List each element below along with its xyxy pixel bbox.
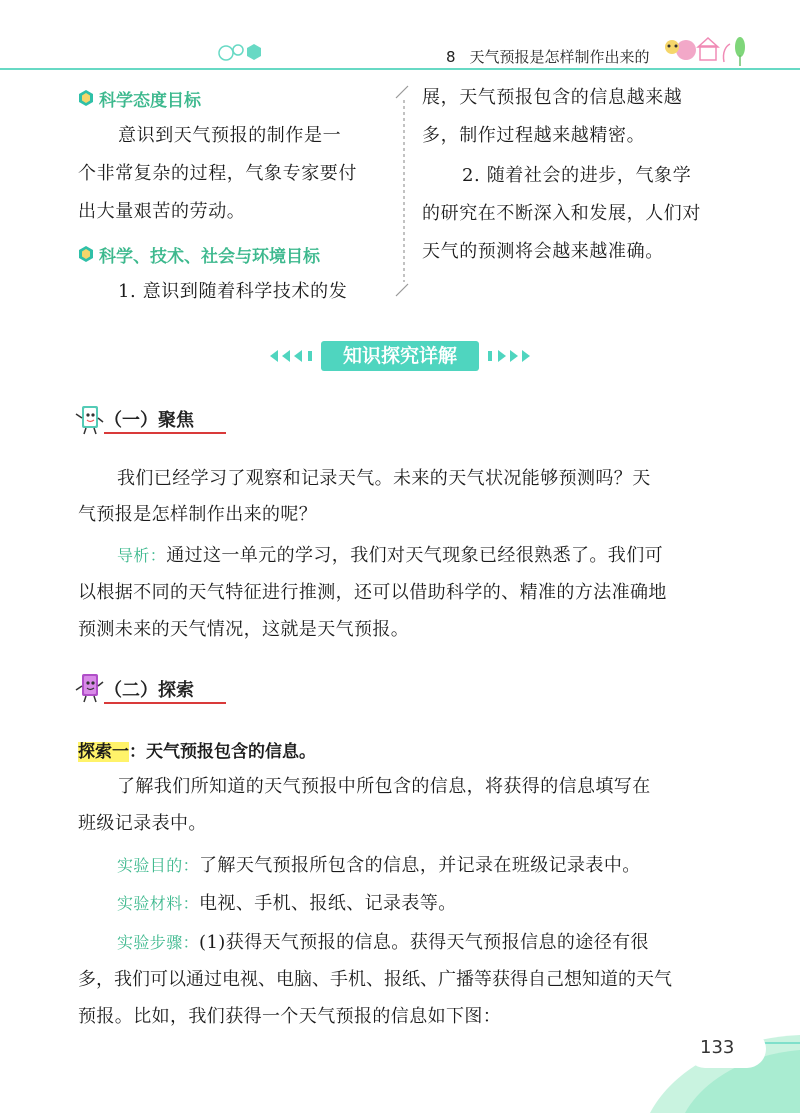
section-title-explore: （二）探索 [104, 680, 194, 701]
explore-intro-line: 了解我们所知道的天气预报中所包含的信息，将获得的信息填写在 [117, 776, 651, 797]
materials-label: 实验材料： [117, 894, 200, 913]
guide-line: 预测未来的天气情况，这就是天气预报。 [78, 619, 410, 640]
hexagon-bullet-icon [77, 245, 95, 263]
explore-intro-line: 班级记录表中。 [78, 813, 207, 834]
banner-title: 知识探究详解 [342, 345, 457, 367]
right-para-line: 的研究在不断深入和发展，人们对 [422, 203, 701, 224]
hexagon-bullet-icon [77, 89, 95, 107]
guide-text: 通过这一单元的学习，我们对天气现象已经很熟悉了。我们可 [166, 545, 664, 566]
chapter-number: 8 [446, 48, 456, 66]
guide-line: 以根据不同的天气特征进行推测，还可以借助科学的、精准的方法准确地 [78, 582, 667, 603]
experiment-steps-line: 多，我们可以通过电视、电脑、手机、报纸、广播等获得自己想知道的天气 [78, 969, 672, 990]
left-para-line: 意识到天气预报的制作是一 [118, 125, 342, 146]
banner-arrows-left-icon [268, 347, 318, 365]
running-header [446, 46, 650, 67]
steps-label: 实验步骤： [117, 933, 200, 952]
guide-label: 导析： [117, 546, 167, 565]
focus-intro-line: 气预报是怎样制作出来的呢？ [78, 504, 318, 525]
book-mascot-icon [74, 670, 104, 704]
header-decoration [0, 0, 800, 75]
left-para-line: 个非常复杂的过程，气象专家要付 [78, 163, 357, 184]
experiment-purpose [117, 847, 641, 884]
right-para-line: 天气的预测将会越来越准确。 [422, 241, 664, 262]
experiment-steps-line [117, 924, 649, 961]
explore-heading [78, 737, 316, 762]
experiment-steps-line: 预报。比如，我们获得一个天气预报的信息如下图： [78, 1006, 502, 1027]
page-number: 133 [700, 1037, 735, 1058]
banner-arrows-right-icon [482, 347, 532, 365]
column-divider [392, 82, 416, 302]
decor-circle-icon [219, 46, 233, 60]
header-rule [0, 68, 800, 70]
decor-hexagon-icon [247, 44, 261, 60]
decor-circle-icon [233, 45, 243, 55]
guide-line [117, 537, 663, 574]
materials-text: 电视、手机、报纸、记录表等。 [199, 893, 457, 914]
right-para-line: 2. 随着社会的进步，气象学 [462, 165, 692, 186]
right-para-line: 多，制作过程越来越精密。 [422, 125, 646, 146]
left-para-line: 1. 意识到随着科学技术的发 [118, 281, 348, 302]
purpose-label: 实验目的： [117, 856, 200, 875]
right-para-line: 展，天气预报包含的信息越来越 [422, 87, 683, 108]
explore-label: 探索一 [78, 742, 129, 762]
explore-title: ：天气预报包含的信息。 [129, 742, 316, 762]
left-para-line: 出大量艰苦的劳动。 [78, 201, 246, 222]
section-title-focus: （一）聚焦 [104, 410, 194, 431]
book-mascot-icon [74, 402, 104, 436]
section-title-underline [104, 432, 226, 434]
goal-heading-society: 科学、技术、社会与环境目标 [99, 247, 320, 267]
footer-decoration [560, 1015, 800, 1113]
steps-text: (1)获得天气预报的信息。获得天气预报信息的途径有很 [199, 932, 649, 953]
focus-intro-line: 我们已经学习了观察和记录天气。未来的天气状况能够预测吗？天 [117, 468, 651, 489]
cartoon-characters-icon [665, 37, 745, 66]
goal-heading-attitude: 科学态度目标 [99, 91, 201, 111]
section-title-underline [104, 702, 226, 704]
purpose-text: 了解天气预报所包含的信息，并记录在班级记录表中。 [199, 855, 641, 876]
experiment-materials [117, 885, 457, 922]
chapter-title: 天气预报是怎样制作出来的 [469, 48, 650, 66]
